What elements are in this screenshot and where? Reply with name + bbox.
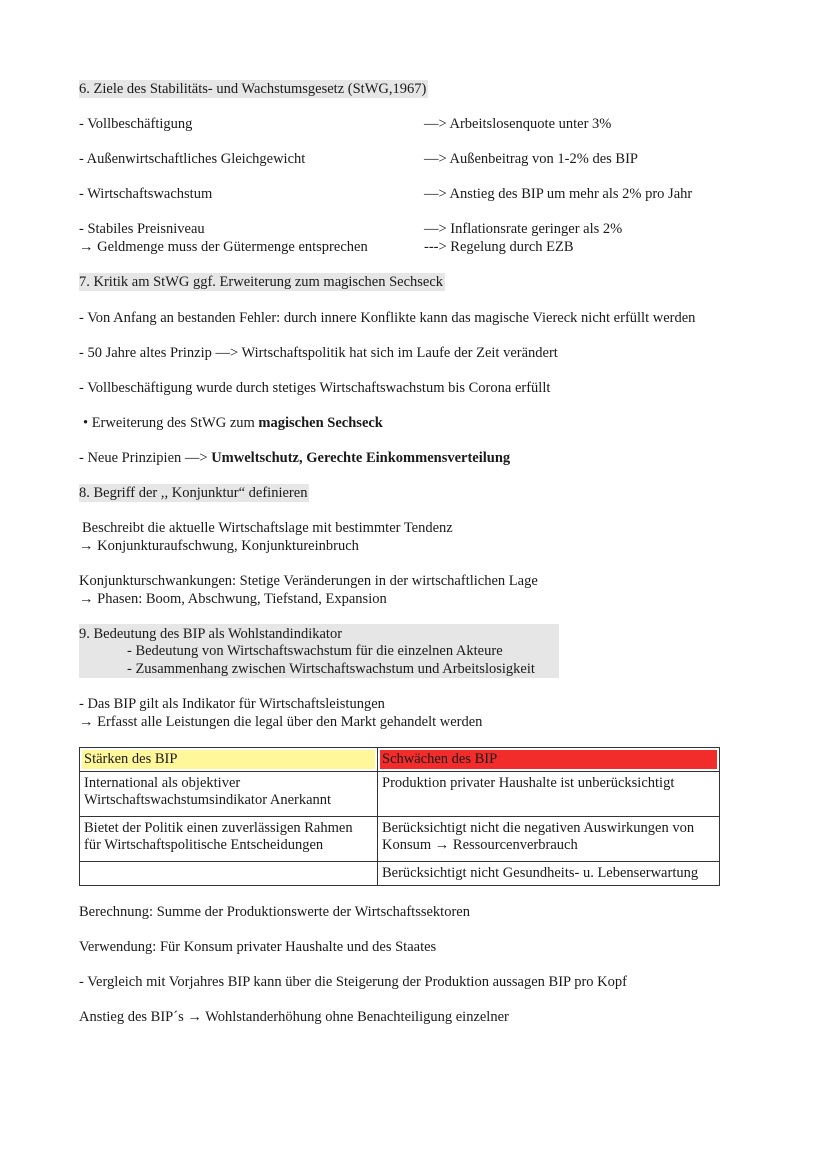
goal-left: - Außenwirtschaftliches Gleichgewicht [79,151,306,167]
weaknesses-header: Schwächen des BIP [378,748,720,772]
goal-right: ---> Regelung durch EZB [424,239,574,255]
strengths-header: Stärken des BIP [80,748,378,772]
section-7-heading: 7. Kritik am StWG ggf. Erweiterung zum magischen Sechseck [79,274,444,290]
critique-line: • Erweiterung des StWG zum magischen Sechseck [83,415,383,431]
goal-right: —> Inflationsrate geringer als 2% [424,221,623,237]
bip-strengths-weaknesses-table [79,747,720,886]
critique-line: - Von Anfang an bestanden Fehler: durch innere Konflikte kann das magische Viereck nicht erfüllt werden [79,310,696,326]
critique-line: - Vollbeschäftigung wurde durch stetiges Wirtschaftswachstum bis Corona erfüllt [79,380,551,396]
usage-line: Verwendung: Für Konsum privater Haushalte und des Staates [79,939,437,955]
calculation-line: Berechnung: Summe der Produktionswerte der Wirtschaftssektoren [79,904,470,920]
table-cell: Berücksichtigt nicht Gesundheits- u. Lebenserwartung [378,862,720,886]
section-9-heading: 9. Bedeutung des BIP als Wohlstandindikator [79,626,343,642]
goal-right: —> Anstieg des BIP um mehr als 2% pro Jahr [424,186,693,202]
bip-line: - Das BIP gilt als Indikator für Wirtschaftsleistungen [79,696,385,712]
definition-line: Konjunkturschwankungen: Stetige Veränderungen in der wirtschaftlichen Lage [79,573,538,589]
table-cell: Berücksichtigt nicht die negativen Auswirkungen von Konsum → Ressourcenverbrauch [378,817,720,862]
increase-line: Anstieg des BIP´s → Wohlstanderhöhung ohne Benachteiligung einzelner [79,1009,509,1025]
definition-line: → Phasen: Boom, Abschwung, Tiefstand, Expansion [79,591,387,607]
table-row [80,817,720,862]
definition-line: Beschreibt die aktuelle Wirtschaftslage mit bestimmter Tendenz [82,520,453,536]
goal-right: —> Arbeitslosenquote unter 3% [424,116,612,132]
goal-left: - Stabiles Preisniveau [79,221,205,237]
comparison-line: - Vergleich mit Vorjahres BIP kann über die Steigerung der Produktion aussagen BIP pro Kopf [79,974,627,990]
table-cell [80,862,378,886]
critique-line: - 50 Jahre altes Prinzip —> Wirtschaftspolitik hat sich im Laufe der Zeit verändert [79,345,558,361]
section-9-subpoint: - Zusammenhang zwischen Wirtschaftswachstum und Arbeitslosigkeit [127,661,535,677]
section-6-heading: 6. Ziele des Stabilitäts- und Wachstumsgesetz (StWG,1967) [79,81,427,97]
table-cell: International als objektiver Wirtschaftswachstumsindikator Anerkannt [80,772,378,817]
table-cell: Bietet der Politik einen zuverlässigen Rahmen für Wirtschaftspolitische Entscheidungen [80,817,378,862]
goal-left: → Geldmenge muss der Gütermenge entsprechen [79,239,368,255]
table-row [80,772,720,817]
goal-left: - Wirtschaftswachstum [79,186,213,202]
definition-line: → Konjunkturaufschwung, Konjunktureinbruch [79,538,359,554]
goal-left: - Vollbeschäftigung [79,116,193,132]
section-9-subpoint: - Bedeutung von Wirtschaftswachstum für die einzelnen Akteure [127,643,503,659]
section-8-heading: 8. Begriff der ,, Konjunktur“ definieren [79,485,308,501]
table-header-row [80,748,720,772]
critique-line: - Neue Prinzipien —> Umweltschutz, Gerechte Einkommensverteilung [79,450,511,466]
table-row [80,862,720,886]
goal-right: —> Außenbeitrag von 1-2% des BIP [424,151,638,167]
bip-line: → Erfasst alle Leistungen die legal über den Markt gehandelt werden [79,714,483,730]
table-cell: Produktion privater Haushalte ist unberücksichtigt [378,772,720,817]
